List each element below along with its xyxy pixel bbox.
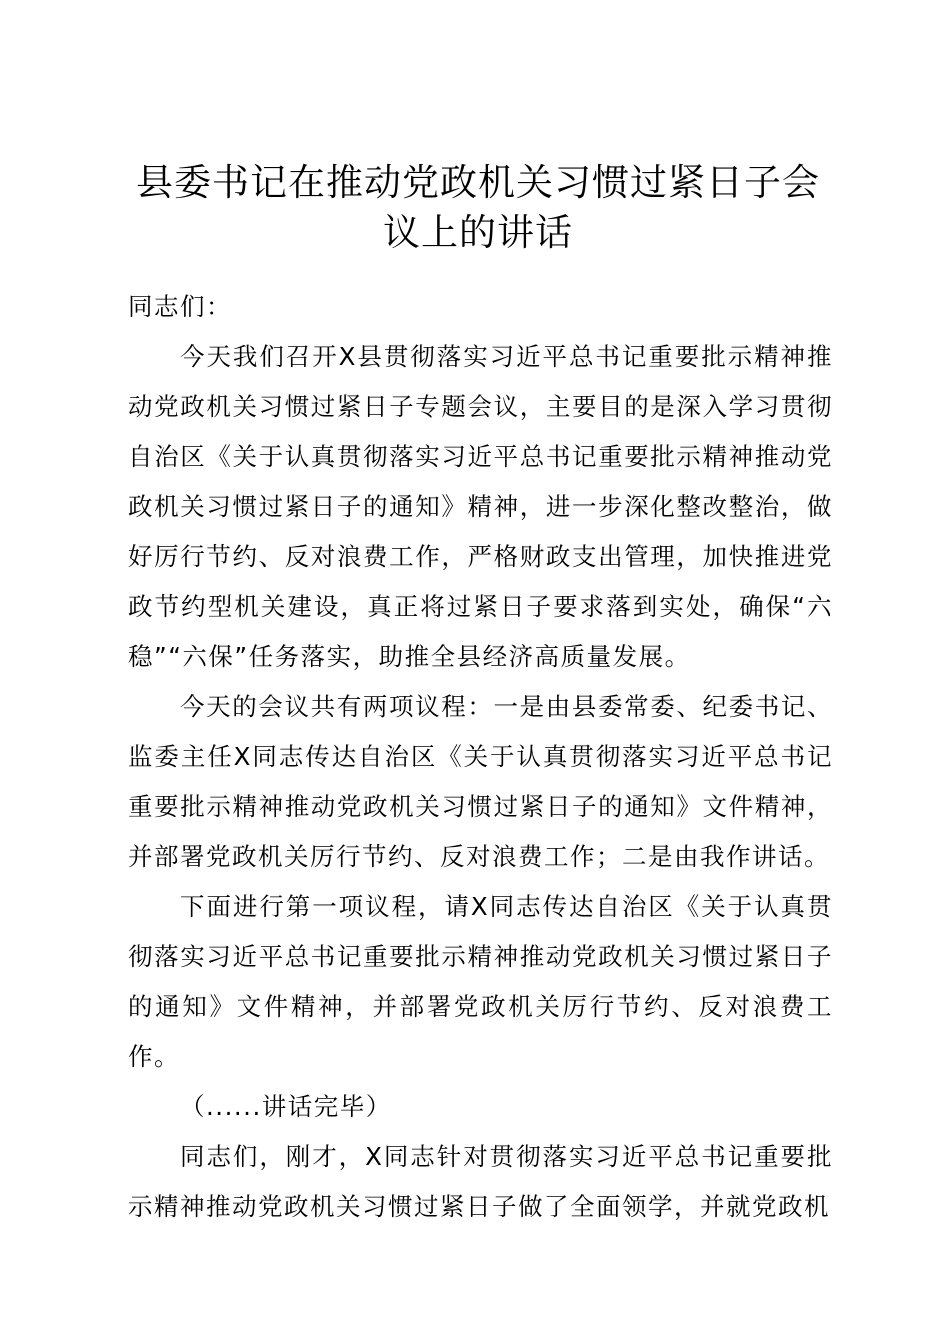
document-title: 县委书记在推动党政机关习惯过紧日子会议上的讲话 bbox=[136, 161, 820, 254]
salutation: 同志们： bbox=[128, 292, 232, 321]
paragraph-agenda: 今天的会议共有两项议程：一是由县委常委、纪委书记、监委主任X同志传达自治区《关于认真贯彻落实习近平总书记重要批示精神推动党政机关习惯过紧日子的通知》文件精神，并部署党政机关厉行节约、反对浪费工作；二是由我作讲话。 bbox=[128, 692, 833, 871]
paragraph-opening: 今天我们召开X县贯彻落实习近平总书记重要批示精神推动党政机关习惯过紧日子专题会议，主要目的是深入学习贯彻自治区《关于认真贯彻落实习近平总书记重要批示精神推动党政机关习惯过紧日子的通知》精神，进一步深化整改整治，做好厉行节约、反对浪费工作，严格财政支出管理，加快推进党政节约型机关建设，真正将过紧日子要求落到实处，确保“六稳”“六保”任务落实，助推全县经济高质量发展。 bbox=[128, 342, 833, 671]
paragraph-first-item: 下面进行第一项议程，请X同志传达自治区《关于认真贯彻落实习近平总书记重要批示精神推动党政机关习惯过紧日子的通知》文件精神，并部署党政机关厉行节约、反对浪费工作。 bbox=[128, 892, 833, 1071]
paragraph-speech-end: （......讲话完毕） bbox=[180, 1092, 392, 1121]
document-body bbox=[128, 282, 833, 1232]
paragraph-closing: 同志们，刚才，X同志针对贯彻落实习近平总书记重要批示精神推动党政机关习惯过紧日子做了全面领学，并就党政机 bbox=[128, 1142, 833, 1221]
